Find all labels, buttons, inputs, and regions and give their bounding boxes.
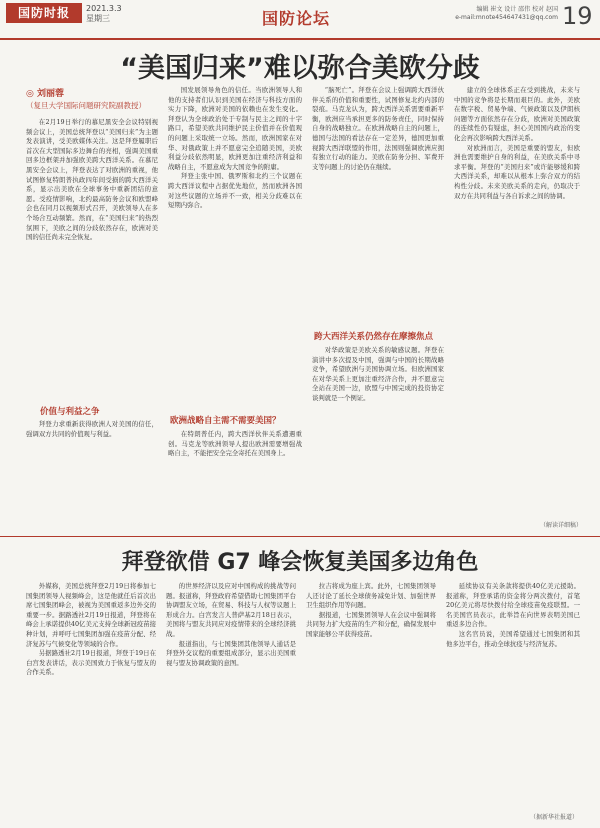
editor-line: 编辑 崔文 设计 邵伟 校对 赵国 xyxy=(476,6,558,13)
article1-byline xyxy=(26,88,176,112)
subheading-values-interests: 价值与利益之争 xyxy=(40,407,100,417)
author-name: ◎ 刘丽蓉 xyxy=(26,89,64,99)
section-title: 国防论坛 xyxy=(262,9,331,28)
paragraph: 这名官员说，美国希望通过七国集团和其他多边平台，推动全球抗疫与经济复苏。 xyxy=(446,629,580,648)
article2-column-1 xyxy=(26,582,156,818)
paragraph: 国发展领导角色的信任。当欧洲领导人和他的支持者们认识到美国在经济与科技方面的实力下降，欧洲对美国的依赖也在发生变化。拜登认为全球政治处于专制与民主之间的十字路口，希望美欧共同维护民主价值并在价值观的问题上采取统一立场。然而，欧洲国家在对华、对俄政策上并不愿意完全追随美国，美欧利益分歧依然明显，欧洲更加注重经济利益和战略自主，不愿意成为大国竞争的附庸。 xyxy=(168,86,302,171)
article1-column-2b xyxy=(168,430,302,530)
contact-email: e-mail:mnote454647431@qq.com xyxy=(455,14,558,21)
paragraph: 建立的全球体系正在受到挑战，未来与中国的竞争将是长期而艰巨的。此外，美欧在数字税、贸易争端、气候政策以及伊朗核问题等方面依然存在分歧，欧洲对美国政策的连续性仍有疑虑，担心美国国内政治的变化会再次影响跨大西洋关系。 xyxy=(454,86,580,142)
paragraph: 的世界经济以及应对中国构成的挑战等问题。报道称，拜登政府希望借助七国集团平台协调盟友立场，在贸易、科技与人权等议题上形成合力。白宫发言人普萨基2月18日表示，美国将与盟友共同应对疫情带来的全球经济挑战。 xyxy=(166,582,296,638)
paragraph: 拜登力求重新获得欧洲人对美国的信任，强调双方共同的价值观与利益。 xyxy=(26,420,158,438)
paragraph: 另据路透社2月19日报道，拜登于19日在白宫发表讲话，表示美国致力于恢复与盟友的合作关系。 xyxy=(26,649,156,677)
subheading-friction-points: 跨大西洋关系仍然存在摩擦焦点 xyxy=(314,332,434,342)
article2-column-2 xyxy=(166,582,296,818)
editor-info xyxy=(448,6,558,22)
article1-column-4 xyxy=(454,86,580,516)
paragraph: 拜登主张中国、俄罗斯和北约三个议题在跨大西洋议程中占据优先地位，然而欧洲各国对这些议题的立场并不一致，相关分歧难以在短期内弥合。 xyxy=(168,172,302,210)
paragraph: 拉吉将成为座上宾。此外，七国集团领导人还讨论了延长全球债务减免计划、加强世界卫生组织作用等问题。 xyxy=(306,582,436,610)
paragraph: 报道指出，与七国集团其他领导人通话是拜登外交议程的重要组成部分，显示出美国重视与盟友协调政策的意图。 xyxy=(166,639,296,667)
newspaper-logo: 国防时报 xyxy=(6,3,82,23)
issue-date-block xyxy=(86,4,122,24)
paragraph: 对华政策是美欧关系的敏感议题。拜登在演讲中多次提及中国，强调与中国的长期战略竞争，希望欧洲与美国协调立场。但欧洲国家在对华关系上更加注重经济合作，并不愿意完全站在美国一边，欧盟与中国完成的投资协定谈判就是一个例证。 xyxy=(312,346,444,402)
article1-column-1 xyxy=(26,118,158,402)
paragraph: 据报道，七国集团领导人在会议中强调将共同努力扩大疫苗的生产和分配，确保发展中国家能够公平获得疫苗。 xyxy=(306,610,436,638)
page-header xyxy=(0,0,600,40)
article2-headline: 拜登欲借 G7 峰会恢复美国多边角色 xyxy=(121,550,479,575)
article1-column-2 xyxy=(168,86,302,412)
paragraph: “脑死亡”。拜登在会议上强调跨大西洋伙伴关系的价值和重要性，试图修复北约内部的裂痕。马克龙认为，跨大西洋关系需要重新平衡，欧洲应当承担更多的防务责任，同时保持自身的战略独立。在欧洲战略自主的问题上，德国与法国的看法存在一定差异，德国更加重视跨大西洋联盟的作用，法国则强调欧洲应拥有独立行动的能力。美欧在防务分担、军费开支等问题上的讨论仍在继续。 xyxy=(312,86,444,171)
paragraph: 在2月19日举行的慕尼黑安全会议特别视频会议上，美国总统拜登以“美国归来”为主题发表演讲，受美欧媒体关注。这是拜登履职后首次在大型国际多边舞台的亮相，强调美国重回多边框架并加强欧美跨大西洋关系。在慕尼黑安全会议上，拜登表达了对欧洲的重视，他试图修复特朗普执政四年间受损的跨大西洋关系，显示出美欧在全球事务中重新团结的意愿。受疫情影响，北约最高防务会议和欧盟峰会也在同月以视频形式召开，美欧领导人在多个场合互动频繁。然而，在“美国归来”的热烈氛围下，美欧之间的分歧依然存在，欧洲对美国的信任尚未完全恢复。 xyxy=(26,118,158,242)
issue-date: 2021.3.3 xyxy=(86,4,122,13)
paragraph: 对欧洲而言，美国是重要的盟友，但欧洲也需要维护自身的利益，在美欧关系中寻求平衡。拜登的“美国归来”或许能够缓和跨大西洋关系，却难以从根本上弥合双方的结构性分歧。未来美欧关系的走向，仍取决于双方在共同利益与各自诉求之间的协调。 xyxy=(454,143,580,200)
article2-column-4 xyxy=(446,582,580,808)
paragraph: 在特朗普任内，跨大西洋伙伴关系遭遇重创。马克龙等欧洲领导人提出欧洲需要增强战略自主，不能把安全完全寄托在美国身上。 xyxy=(168,430,302,458)
page-number: 19 xyxy=(562,2,593,30)
issue-weekday: 星期三 xyxy=(86,14,110,23)
article2-column-3 xyxy=(306,582,436,818)
subheading-strategic-autonomy: 欧洲战略自主需不需要美国？ xyxy=(170,416,281,426)
paragraph: 延续协议有关条款将提供40亿美元援助。报道称，拜登承诺的资金将分两次拨付，首笔20亿美元将尽快拨付给全球疫苗免疫联盟。一名美国官员表示，此举旨在向世界表明美国已重返多边合作。 xyxy=(446,582,580,629)
article1-column-3 xyxy=(312,86,444,328)
section-divider xyxy=(0,536,600,537)
paragraph: 外媒称，美国总统拜登2月19日将参加七国集团领导人视频峰会，这是他就任后首次出席七国集团峰会，被视为美国重返多边外交的重要一步。据路透社2月19日报道，拜登将在峰会上承诺提供40亿美元支持全球新冠疫苗接种计划，并呼吁七国集团加强在疫苗分配、经济复苏与气候变化等领域的合作。 xyxy=(26,582,156,648)
author-affiliation: （复旦大学国际问题研究院副教授） xyxy=(26,101,146,110)
article1-column-1b xyxy=(26,420,158,530)
article1-credit: （解读详细稿） xyxy=(540,522,583,529)
article1-headline: “美国归来”难以弥合美欧分歧 xyxy=(120,53,480,84)
article2-credit: （据新华社报道） xyxy=(530,814,579,821)
article1-column-3b xyxy=(312,346,444,530)
